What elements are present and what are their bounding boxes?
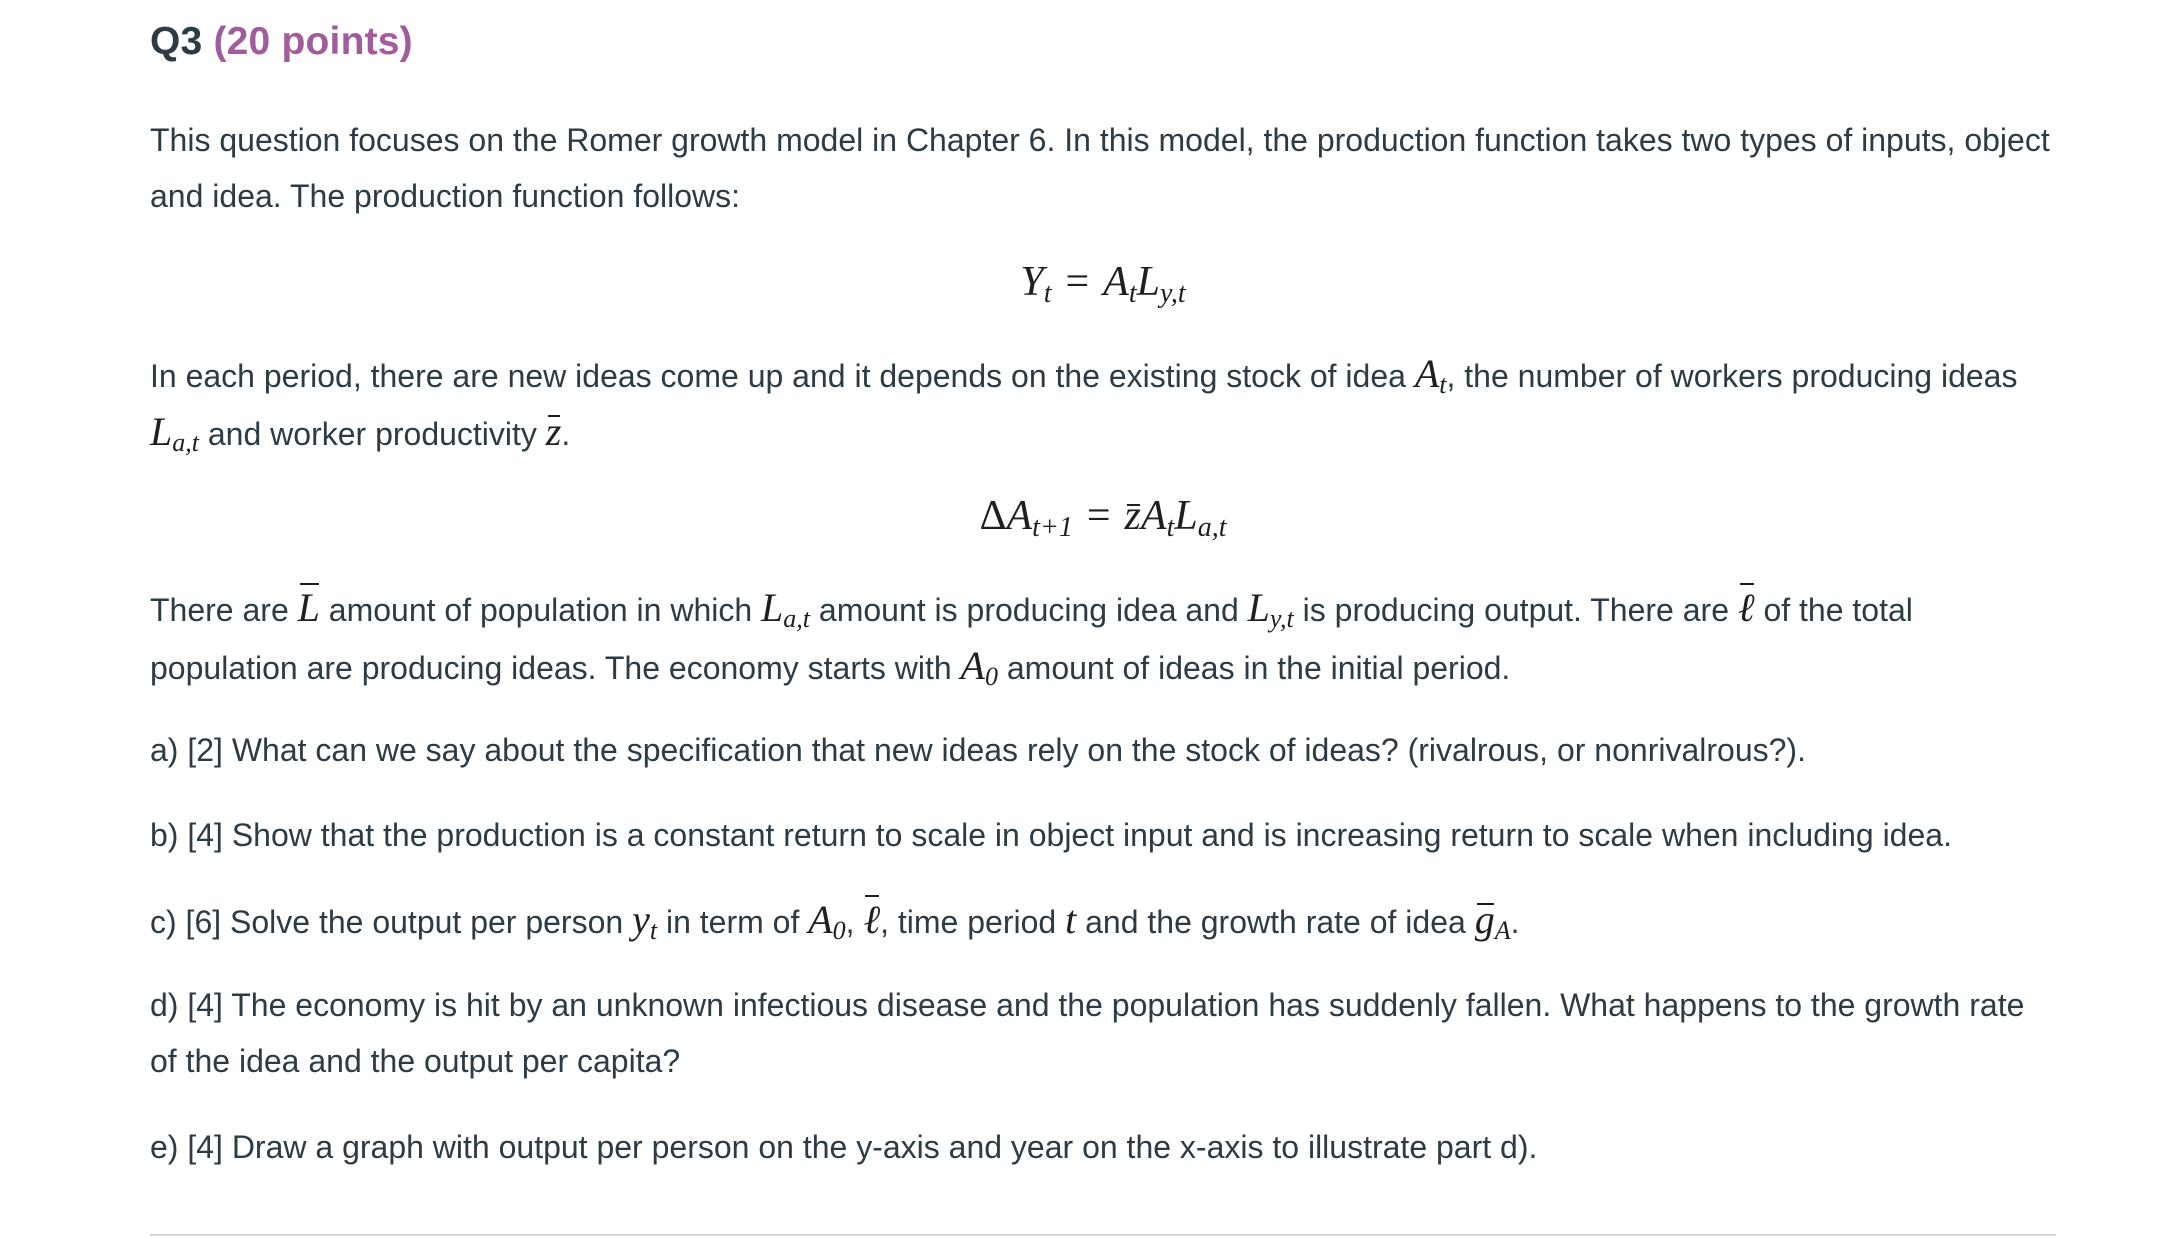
eq1-l-sub: y,t [1159,278,1186,309]
pop-sym-a0 [960,643,998,691]
part-d-paragraph: d) [4] The economy is hit by an unknown infectious disease and the population has suddenly fallen. What happens to the growth rate of the idea and the output per capita? [150,987,2025,1079]
pop-text-6: amount of ideas in the initial period. [997,650,1511,686]
part-c-text-3: , time period [880,904,1066,940]
part-b-paragraph: b) [4] Show that the production is a constant return to scale in object input and is increasing return to scale when including idea. [150,817,1952,853]
eq2-delta: Δ [979,493,1007,539]
idea-growth-equation [150,492,2056,543]
part-c-sym-y-sub: t [649,916,658,945]
eq1-a-sub: t [1128,278,1137,309]
eq2-l: L [1174,493,1198,539]
eq1-lhs: Y [1020,259,1044,305]
pop-sym-a0-base: A [960,643,985,688]
eq2-a2-sub: t [1166,512,1175,543]
question-number: Q3 [150,20,203,63]
eq2-a-sub: t+1 [1032,512,1073,543]
eq1-equals: = [1065,259,1090,305]
eq1-lhs-sub: t [1043,278,1052,309]
eq2-l-sub: a,t [1197,512,1227,543]
section-divider [150,1234,2056,1236]
part-c-sym-gbar [1474,897,1511,945]
part-c-sym-a0 [808,897,846,945]
eq2-a: A [1006,493,1033,539]
ideas-sym-zbar: z [546,404,562,460]
ideas-text-3: and worker productivity [198,416,546,452]
eq1-l: L [1136,259,1160,305]
pop-sym-ly-sub: y,t [1269,604,1294,633]
part-c-sym-y-base: y [632,897,650,942]
part-c-sym-a0-sub: 0 [832,916,846,945]
pop-text-1: There are [150,592,298,628]
part-c-sym-t: t [1065,897,1077,942]
ideas-sym-a-base: A [1414,351,1440,396]
ideas-text-1: In each period, there are new ideas come up and it depends on the existing stock of idea [150,358,1415,394]
question-title [150,20,413,64]
pop-text-5: of the total population are producing ideas. The economy starts with [150,592,1913,686]
ideas-sym-l [150,409,199,457]
part-c-text-1: c) [6] Solve the output per person [150,904,633,940]
pop-sym-la-sub: a,t [783,604,811,633]
pop-sym-lbar: L [298,580,320,636]
production-function-equation [150,258,2056,309]
population-paragraph [150,580,2056,696]
part-c-sym-g-base: g [1475,892,1495,948]
part-c-text-2: in term of [657,904,809,940]
pop-sym-ly-base: L [1247,585,1270,630]
part-c-comma: , [845,904,864,940]
pop-sym-la-base: L [761,585,784,630]
ideas-sym-a-sub: t [1439,370,1447,399]
part-c-sym-a0-base: A [808,897,833,942]
pop-sym-la [761,585,811,633]
part-c-sym-ellbar: ℓ [863,892,880,948]
part-c-text-4: and the growth rate of idea [1076,904,1475,940]
ideas-sym-a [1414,351,1447,399]
part-c-paragraph [150,892,2056,950]
question-points: (20 points) [213,20,413,63]
ideas-paragraph [150,346,2056,462]
pop-text-4: is producing output. There are [1293,592,1738,628]
part-c-sym-y [632,897,658,945]
part-c-sym-g-sub: A [1494,916,1511,945]
ideas-sym-l-sub: a,t [172,428,199,457]
ideas-text-2: , the number of workers producing ideas [1446,358,2018,394]
pop-text-2: amount of population in which [319,592,762,628]
ideas-text-4: . [561,416,571,452]
part-c-text-5: . [1510,904,1520,940]
eq2-a2: A [1140,493,1167,539]
eq1-a: A [1103,259,1129,305]
intro-paragraph: This question focuses on the Romer growth model in Chapter 6. In this model, the production function takes two types of inputs, object and idea. The production function follows: [150,122,2050,214]
pop-text-3: amount is producing idea and [810,592,1248,628]
pop-sym-a0-sub: 0 [984,662,998,691]
pop-sym-ly [1247,585,1294,633]
eq2-zbar: z [1124,493,1141,539]
part-a-paragraph: a) [2] What can we say about the specification that new ideas rely on the stock of ideas? (rivalrous, or nonrivalrous?). [150,732,1806,768]
pop-sym-ellbar: ℓ [1738,580,1755,636]
ideas-sym-l-base: L [150,409,173,454]
part-e-paragraph: e) [4] Draw a graph with output per person on the y-axis and year on the x-axis to illustrate part d). [150,1129,1538,1165]
eq2-equals: = [1086,493,1111,539]
